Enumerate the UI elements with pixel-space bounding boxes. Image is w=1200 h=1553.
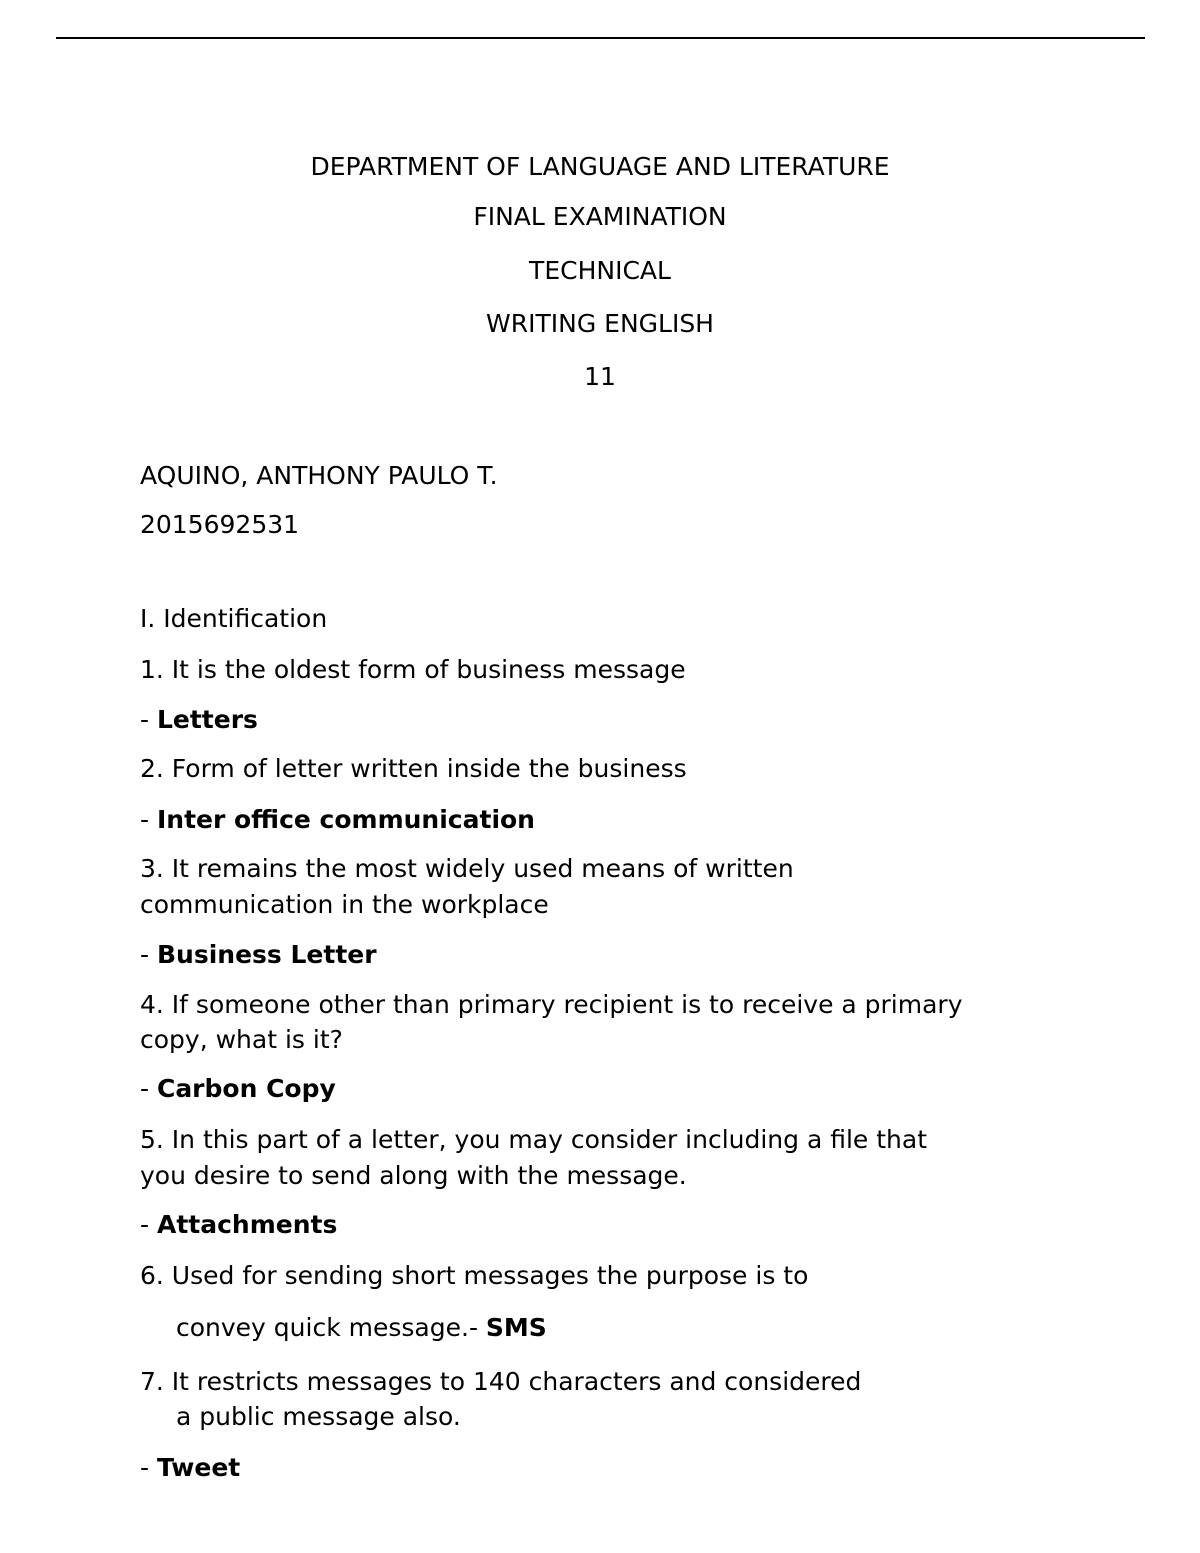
answer-4 bbox=[140, 1071, 336, 1106]
answer-prefix: - bbox=[140, 805, 157, 834]
answer-prefix: - bbox=[140, 1210, 157, 1239]
answer-text: Business Letter bbox=[156, 940, 377, 969]
answer-6: SMS bbox=[485, 1313, 547, 1342]
answer-prefix: - bbox=[140, 1074, 157, 1103]
subject-line-1: TECHNICAL bbox=[529, 256, 671, 285]
question-6-text: convey quick message. bbox=[176, 1313, 469, 1342]
answer-text: Attachments bbox=[156, 1210, 338, 1239]
question-5-line-1: 5. In this part of a letter, you may consider including a file that bbox=[140, 1125, 928, 1154]
answer-1 bbox=[140, 702, 258, 737]
answer-prefix: - bbox=[140, 1453, 157, 1482]
answer-7 bbox=[140, 1450, 240, 1485]
answer-prefix: - bbox=[140, 705, 157, 734]
question-6-line-1: 6. Used for sending short messages the purpose is to bbox=[140, 1261, 809, 1290]
answer-2 bbox=[140, 802, 535, 837]
department-heading: DEPARTMENT OF LANGUAGE AND LITERATURE bbox=[310, 152, 890, 181]
question-2: 2. Form of letter written inside the business bbox=[140, 754, 687, 783]
subject-line-2: WRITING ENGLISH bbox=[486, 309, 714, 338]
answer-5 bbox=[140, 1207, 337, 1242]
answer-prefix: - bbox=[140, 940, 157, 969]
answer-text: Tweet bbox=[156, 1453, 241, 1482]
student-name: AQUINO, ANTHONY PAULO T. bbox=[140, 461, 498, 490]
question-3-line-1: 3. It remains the most widely used means of written bbox=[140, 854, 794, 883]
subject-line-3: 11 bbox=[584, 362, 616, 391]
section-title: I. Identification bbox=[140, 604, 328, 633]
inline-separator: - bbox=[468, 1313, 486, 1342]
question-4-line-2: copy, what is it? bbox=[140, 1025, 343, 1054]
student-id: 2015692531 bbox=[140, 510, 300, 539]
question-7-line-2: a public message also. bbox=[176, 1402, 461, 1431]
answer-text: Carbon Copy bbox=[156, 1074, 336, 1103]
top-horizontal-rule bbox=[56, 37, 1145, 39]
exam-title: FINAL EXAMINATION bbox=[473, 202, 727, 231]
answer-3 bbox=[140, 937, 377, 972]
question-4-line-1: 4. If someone other than primary recipient is to receive a primary bbox=[140, 990, 963, 1019]
question-3-line-2: communication in the workplace bbox=[140, 890, 549, 919]
question-7-line-1: 7. It restricts messages to 140 characters and considered bbox=[140, 1367, 862, 1396]
question-6-line-2 bbox=[176, 1310, 547, 1345]
question-5-line-2: you desire to send along with the message. bbox=[140, 1161, 687, 1190]
answer-text: Letters bbox=[156, 705, 258, 734]
answer-text: Inter office communication bbox=[156, 805, 535, 834]
question-1: 1. It is the oldest form of business message bbox=[140, 655, 686, 684]
